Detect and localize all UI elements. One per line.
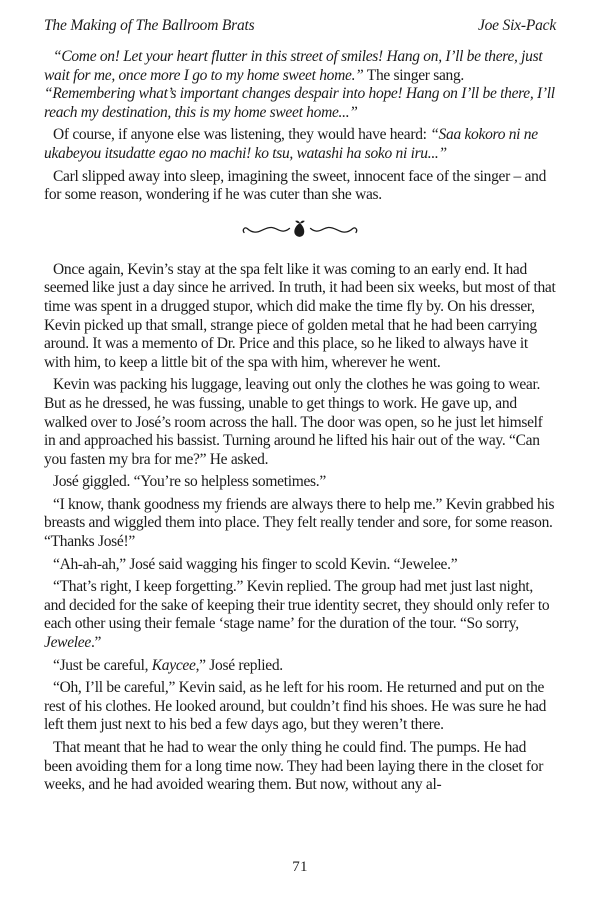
paragraph	[44, 48, 556, 122]
text-segment: “I know, thank goodness my friends are always there to help me.” Kevin grabbed his breasts and wiggled them into place. They felt really tender and sore, for some reason. “Thanks José!”	[44, 495, 555, 551]
text-segment: “Oh, I’ll be careful,” Kevin said, as he left for his room. He returned and put on the rest of his clothes. He looked around, but couldn’t find his shoes. He was sure he had left them just next to his bed a few days ago, but they weren’t there.	[44, 679, 547, 734]
paragraph	[44, 679, 556, 735]
italic-text-segment: “Come on! Let your heart flutter in this street of smiles! Hang on, I’ll be there, just wait for me, once more I go to my home sweet home.”	[44, 48, 543, 84]
text-segment: .”	[90, 634, 102, 652]
paragraph	[44, 473, 556, 492]
author-name: Joe Six-Pack	[477, 17, 556, 34]
story-text-top	[44, 48, 556, 205]
paragraph	[44, 739, 556, 795]
paragraph	[44, 126, 556, 163]
text-segment: Once again, Kevin’s stay at the spa felt like it was coming to an early end. It had seemed like just a day since he arrived. In truth, it had been six weeks, but most of that time was spent in a drugged stupor, which did make the time fly by. On his dresser, Kevin picked up that small, strange piece of golden metal that he had been carrying around. It was a memento of Dr. Price and this place, so he liked to always have it with him, to keep a little bit of the spa with him, wherever he went.	[44, 260, 556, 371]
text-segment: Kevin was packing his luggage, leaving out only the clothes he was going to wear. But as he dressed, he was fussing, unable to get things to work. He gave up, and walked over to José’s room across the hall. The door was open, so he just let himself in and approached his bassist. Turning around he lifted his hair out of the way. “Can you fasten my bra for me?” He asked.	[44, 376, 543, 468]
text-segment: The singer sang.	[363, 66, 464, 84]
running-title: The Making of The Ballroom Brats	[44, 17, 255, 34]
paragraph	[44, 657, 556, 676]
text-segment: “Just be careful,	[53, 656, 152, 674]
page-number: 71	[292, 859, 308, 875]
text-segment: Carl slipped away into sleep, imagining the sweet, innocent face of the singer – and for some reason, wondering if he was cuter than she was.	[44, 167, 547, 204]
paragraph	[44, 578, 556, 652]
paragraph	[44, 496, 556, 552]
text-segment: “That’s right, I keep forgetting.” Kevin replied. The group had met just last night, and decided for the sake of keeping their true identity secret, they should only refer to each other using their female ‘stage name’ for the duration of the tour. “So sorry,	[44, 578, 550, 633]
italic-text-segment: Kaycee	[151, 656, 196, 674]
text-segment: That meant that he had to wear the only thing he could find. The pumps. He had been avoiding them for a long time now. They had been laying there in the closet for weeks, and he had avoided wearing them. But now, without any al-	[44, 739, 544, 794]
page-header	[44, 17, 556, 35]
paragraph	[44, 261, 556, 373]
story-text-bottom	[44, 261, 556, 795]
section-divider	[44, 218, 556, 240]
paragraph	[44, 376, 556, 469]
italic-text-segment: “Saa kokoro ni ne ukabeyou itsudatte egao no machi! ko tsu, watashi ha soko ni iru...”	[44, 126, 538, 162]
paragraph	[44, 556, 556, 575]
fleuron-divider-icon	[240, 218, 360, 240]
paragraph	[44, 168, 556, 205]
text-segment: “Ah-ah-ah,” José said wagging his finger to scold Kevin. “Jewelee.”	[53, 555, 458, 573]
text-segment: José giggled. “You’re so helpless sometimes.”	[53, 473, 326, 491]
text-segment: Of course, if anyone else was listening, they would have heard:	[53, 126, 431, 144]
italic-text-segment: Jewelee	[44, 634, 91, 652]
italic-text-segment: “Remembering what’s important changes despair into hope! Hang on I’ll be there, I’ll reach my destination, this is my home sweet home...”	[44, 85, 555, 121]
text-segment: ,” José replied.	[195, 656, 283, 674]
